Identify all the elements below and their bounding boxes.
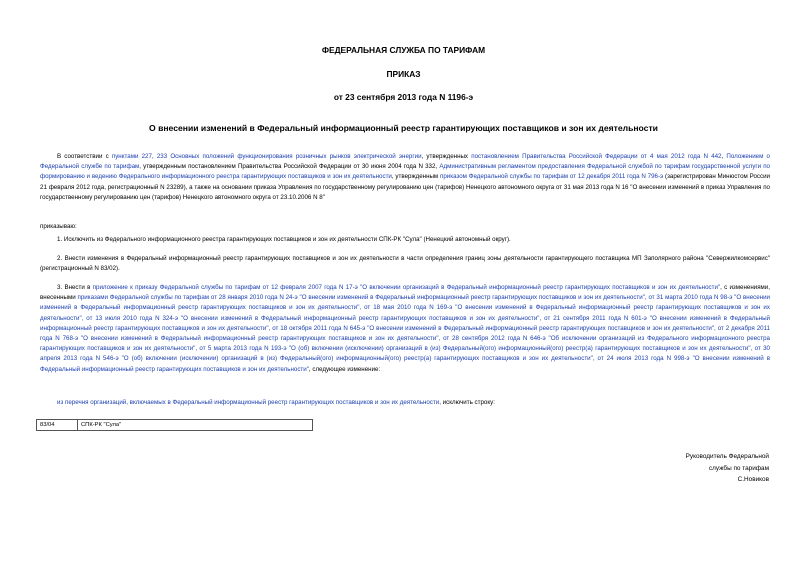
document-title: О внесении изменений в Федеральный информационный реестр гарантирующих поставщиков и зон их деятельности [149, 123, 658, 133]
item-2-paragraph: 2. Внести изменения в Федеральный информационный реестр гарантирующих поставщиков и зон их деятельности в части определения границ зоны деятельности гарантирующего поставщика МП Заполярного района "Севержилкомсервис" (регистрационный N 83/02). [40, 255, 770, 273]
preamble-paragraph [40, 152, 770, 203]
preamble-text-1: В соответствии с [57, 153, 112, 160]
signature-name: С.Новиков [737, 476, 769, 483]
link-fst-order-17e[interactable]: приложение к приказу Федеральной службы по тарифам от 12 февраля 2007 года N 17-э "О включении организаций в Федеральный информационный реестр гарантирующих поставщиков и зон их деятельности" [92, 284, 721, 291]
agency-heading: ФЕДЕРАЛЬНАЯ СЛУЖБА ПО ТАРИФАМ [321, 45, 486, 55]
item-3-text-1: 3. Внести в [57, 284, 93, 291]
link-fst-regulation[interactable]: Положением о Федеральной службе по тарифам [40, 153, 770, 171]
table-row [37, 420, 313, 431]
exclude-row-instruction [57, 398, 495, 408]
link-administrative-regulation[interactable]: Административным регламентом предоставления Федеральной службой по тарифам государственной услуги по формированию и ведению Федерального информационного реестра гарантирующих поставщиков и зон их деятельности [40, 163, 770, 181]
preamble-text-4: , утвержденным постановлением Правительства Российской Федерации от 30 июня 2004 года N 332, [139, 163, 440, 171]
excluded-row-name: СПК-РК "Сула" [78, 420, 313, 431]
signature-block [686, 451, 769, 486]
document-date-number: от 23 сентября 2013 года N 1196-э [333, 92, 474, 102]
order-word: приказываю: [40, 223, 77, 230]
link-amending-orders[interactable]: приказами Федеральной службы по тарифам от 28 января 2010 года N 24-э "О внесении изменений в Федеральный информационный реестр гарантирующих поставщиков и зон их деятельности", от 31 марта 2010 года N 98-э "О внесении изменений в Федеральный информационный реестр гарантирующих поставщиков и зон их деятельности", от 18 мая 2010 года N 169-э "О внесении изменений в Федеральный информационный реестр гарантирующих поставщиков и зон их деятельности", от 13 июля 2010 года N 324-э "О внесении изменений в Федеральный информационный реестр гарантирующих поставщиков и зон их деятельности", от 21 сентября 2011 года N 601-э "О внесении изменений в Федеральный информационный реестр гарантирующих поставщиков и зон их деятельности", от 18 октября 2011 года N 645-э "О внесении изменений в Федеральный информационный реестр гарантирующих поставщиков и зон их деятельности", от 2 декабря 2011 года N 768-э "О внесении изменений в Федеральный информационный реестр гарантирующих поставщиков и зон их деятельности", от 28 сентября 2012 года N 646-э "Об исключении организаций из Федерального информационного реестра гарантирующих поставщиков и зон их деятельности", от 5 марта 2013 года N 193-э "О (об) включении (исключении) организаций в (из) Федеральный(ого) информационный(ого) реестр(а) гарантирующих поставщиков и зон их деятельности", от 30 апреля 2013 года N 546-э "О (об) включении (исключении) организаций в (из) Федеральный(ого) информационный(ого) реестр(а) гарантирующих поставщиков и зон их деятельности", от 24 июля 2013 года N 998-э "О внесении изменений в Федеральный информационный реестр гарантирующих поставщиков и зон их деятельности" [40, 294, 770, 373]
preamble-text-5: , утвержденным [391, 173, 441, 181]
preamble-text-6: (зарегистрирован Минюстом России 21 февраля 2012 года, регистрационный N 23289), а также на основании приказа Управления по государственному регулированию цен (тарифов) Ненецкого автономного округа от 31 мая 2013 года N 16 "О внесении изменений в приказ Управления по государственному регулированию цен (тарифов) Ненецкого автономного округа от 23.10.2006 N 8" [40, 173, 770, 201]
item-3-text-2: , с изменениями, внесенными [40, 284, 770, 302]
item-3-text-3: , следующее изменение: [308, 365, 381, 373]
preamble-text-3: , [721, 153, 727, 160]
item-1-paragraph: 1. Исключить из Федерального информационного реестра гарантирующих поставщиков и зон их деятельности СПК-РК "Сула" (Ненецкий автономный округ). [57, 236, 511, 243]
item-3-paragraph [40, 283, 770, 375]
signature-position-line-1: Руководитель Федеральной [685, 453, 769, 460]
link-retail-market-provisions[interactable]: пунктами 227, 233 Основных положений функционирования розничных рынков электрической энергии [111, 153, 422, 160]
document-type-heading: ПРИКАЗ [386, 69, 421, 79]
exclude-row-text: , исключить строку: [439, 399, 495, 406]
link-government-decree-442[interactable]: постановлением Правительства Российской Федерации от 4 мая 2012 года N 442 [471, 153, 722, 160]
signature-position-line-2: службы по тарифам [708, 464, 769, 472]
excluded-row-table [36, 419, 313, 431]
link-organizations-list[interactable]: из перечня организаций, включаемых в Федеральный информационный реестр гарантирующих поставщиков и зон их деятельности [57, 399, 440, 406]
excluded-row-code: 83/04 [37, 420, 78, 431]
link-fst-order-796e[interactable]: приказом Федеральной службы по тарифам от 12 декабря 2011 года N 796-э [440, 173, 664, 181]
preamble-text-2: , утвержденных [421, 153, 472, 160]
